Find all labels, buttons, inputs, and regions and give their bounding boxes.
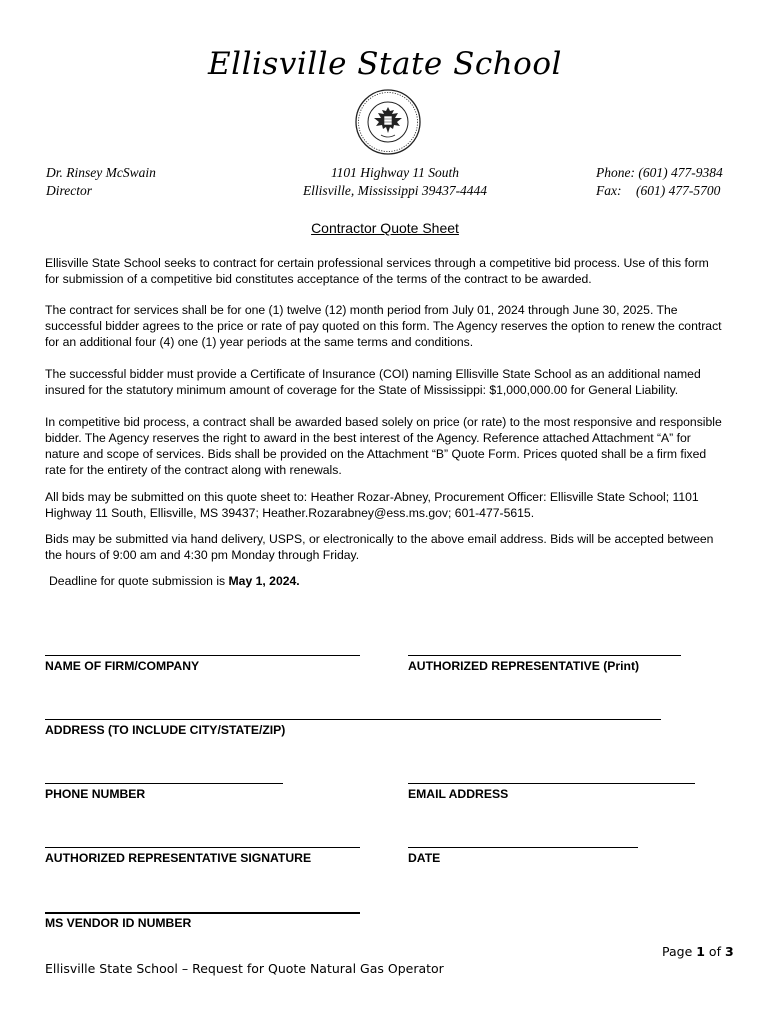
- page-current: 1: [696, 944, 705, 959]
- signature-line[interactable]: [45, 847, 360, 848]
- deadline-text: Deadline for quote submission is: [49, 574, 229, 588]
- director-name: Dr. Rinsey McSwain: [46, 165, 156, 180]
- contact-block: [596, 164, 723, 200]
- address-block: [250, 164, 540, 200]
- firm-name-label: NAME OF FIRM/COMPANY: [45, 659, 200, 673]
- address-line-2: Ellisville, Mississippi 39437-4444: [302, 183, 488, 198]
- fax-label: Fax:: [596, 183, 622, 198]
- page-total: 3: [724, 944, 734, 959]
- deadline: [49, 573, 729, 589]
- date-line[interactable]: [408, 847, 638, 848]
- rep-print-label: AUTHORIZED REPRESENTATIVE (Print): [408, 659, 640, 673]
- state-seal-icon: [355, 89, 421, 155]
- phone-value: (601) 477-9384: [638, 165, 723, 180]
- page-number: [662, 944, 734, 959]
- page-prefix: Page: [662, 944, 697, 959]
- paragraph-submission: All bids may be submitted on this quote sheet to: Heather Rozar-Abney, Procurement Officer: Ellisville State School; 1101 Highway 11 South, Ellisville, MS 39437; Heather.Rozarabney@ess.ms.gov; 601-477-5615.: [45, 490, 699, 520]
- paragraph-insurance: The successful bidder must provide a Certificate of Insurance (COI) naming Ellisville State School as an additional named insured for the statutory minimum amount of coverage for the State of Mississippi: $1,000,000.00 for General Liability.: [45, 367, 701, 397]
- paragraph-delivery: Bids may be submitted via hand delivery, USPS, or electronically to the above email address. Bids will be accepted between the hours of 9:00 am and 4:30 pm Monday through Friday.: [45, 532, 714, 562]
- date-label: DATE: [408, 851, 441, 865]
- fax-value: (601) 477-5700: [636, 183, 721, 198]
- address-line[interactable]: [45, 719, 661, 720]
- director-title: Director: [46, 183, 92, 198]
- school-name: Ellisville State School: [208, 46, 562, 82]
- email-label: EMAIL ADDRESS: [408, 787, 509, 801]
- address-label: ADDRESS (TO INCLUDE CITY/STATE/ZIP): [45, 723, 286, 737]
- firm-name-line[interactable]: [45, 655, 360, 656]
- document-title: Contractor Quote Sheet: [311, 220, 459, 236]
- footer-document-name: Ellisville State School – Request for Quote Natural Gas Operator: [45, 961, 444, 976]
- vendor-id-line[interactable]: [45, 912, 360, 914]
- deadline-date: May 1, 2024.: [228, 574, 300, 588]
- phone-label: Phone:: [596, 165, 635, 180]
- phone-number-label: PHONE NUMBER: [45, 787, 146, 801]
- page-of: of: [704, 944, 725, 959]
- director-block: [46, 164, 156, 200]
- signature-label: AUTHORIZED REPRESENTATIVE SIGNATURE: [45, 851, 312, 865]
- address-line-1: 1101 Highway 11 South: [330, 165, 460, 180]
- email-line[interactable]: [408, 783, 695, 784]
- paragraph-award: In competitive bid process, a contract shall be awarded based solely on price (or rate) to the most responsive and responsible bidder. The Agency reserves the right to award in the best interest of the Agency. Reference attached Attachment “A” for nature and scope of services. Bids shall be provided on the Attachment “B” Quote Form. Prices quoted shall be a firm fixed rate for the entirety of the contract along with renewals.: [45, 415, 722, 477]
- paragraph-intro: Ellisville State School seeks to contract for certain professional services through a competitive bid process. Use of this form for submission of a competitive bid constitutes acceptance of the terms of the contract to be awarded.: [45, 256, 709, 286]
- vendor-id-label: MS VENDOR ID NUMBER: [45, 916, 192, 930]
- rep-print-line[interactable]: [408, 655, 681, 656]
- paragraph-contract-term: The contract for services shall be for one (1) twelve (12) month period from July 01, 2024 through June 30, 2025. The successful bidder agrees to the price or rate of pay quoted on this form. The Agency reserves the option to renew the contract for an additional four (4) one (1) year periods at the same terms and conditions.: [45, 303, 722, 349]
- phone-line[interactable]: [45, 783, 283, 784]
